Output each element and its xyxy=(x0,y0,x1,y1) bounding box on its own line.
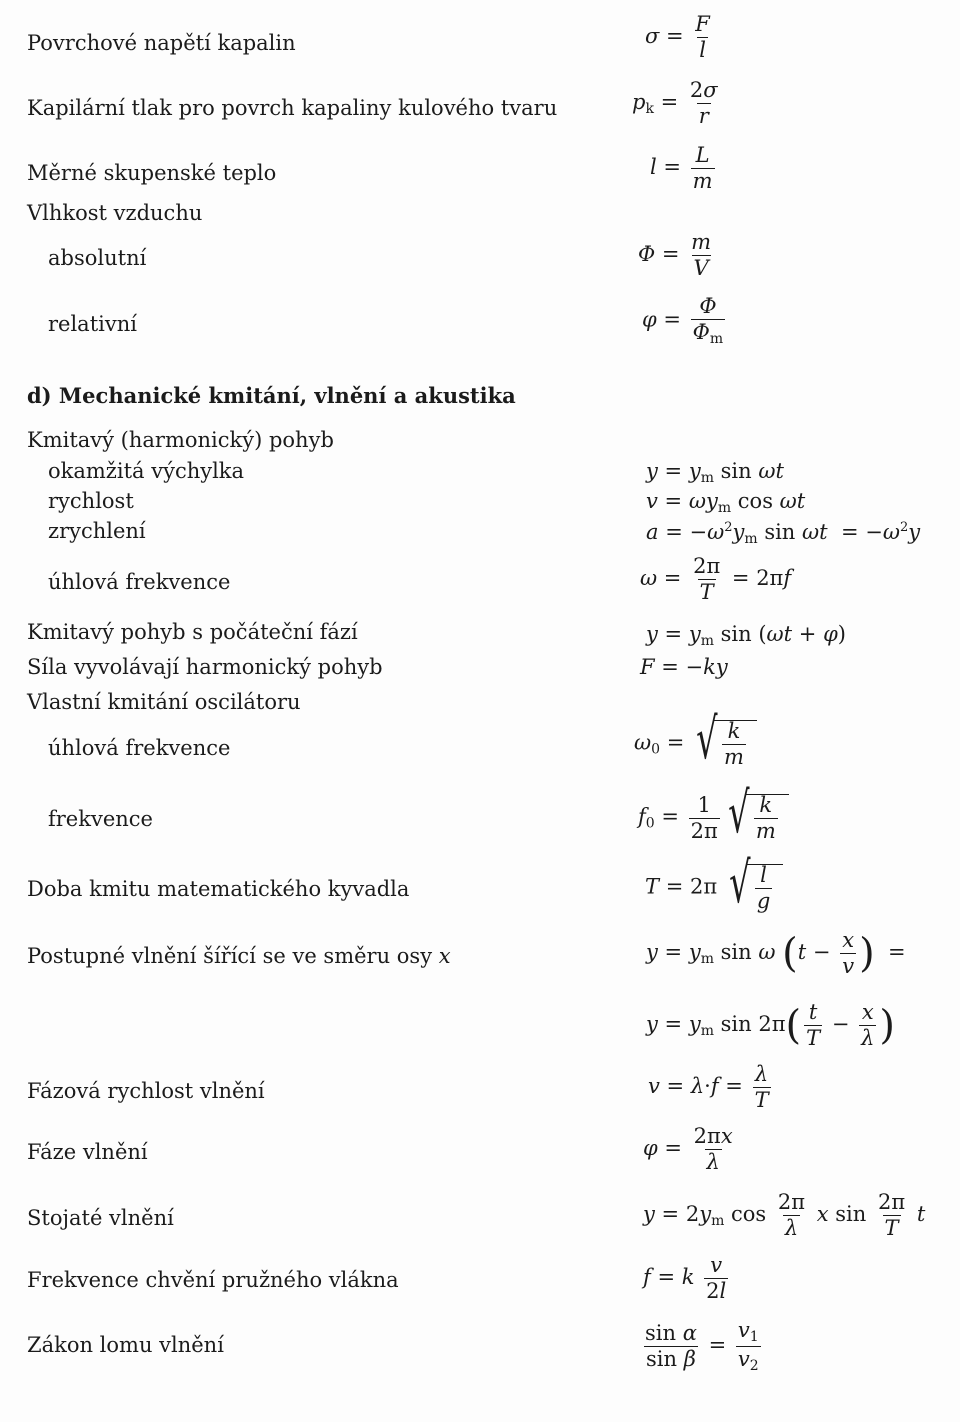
formula-oscillator-frequency: $f_0$ = $\frac{1}{2\pi}$ √ $\frac{k}{m}$ xyxy=(638,794,789,842)
formula-phase-velocity: v = λ·f = $\frac{\lambda}{T}$ xyxy=(648,1062,769,1112)
label-absolute: absolutní xyxy=(48,246,147,270)
label-air-humidity: Vlhkost vzduchu xyxy=(27,201,203,225)
label-standing-wave: Stojaté vlnění xyxy=(27,1206,174,1230)
formula-absolute-humidity: Φ = $\frac{m}{V}$ xyxy=(638,230,712,280)
formula-capillary-pressure: $p_k$ = $\frac{2\sigma}{r}$ xyxy=(632,78,718,128)
label-surface-tension: Povrchové napětí kapalin xyxy=(27,31,296,55)
label-specific-latent-heat: Měrné skupenské teplo xyxy=(27,161,277,185)
label-oscillator-frequency: frekvence xyxy=(48,807,153,831)
formula-progressive-wave-2: $y = y_m$ sin 2π( $\frac{t}{T}$ − $\frac{x}{\lambda}$ ) xyxy=(646,1000,896,1050)
label-phase-velocity: Fázová rychlost vlnění xyxy=(27,1079,265,1103)
formula-force: F = −ky xyxy=(640,655,728,679)
formula-wave-phase: φ = $\frac{2\pi x}{\lambda}$ xyxy=(643,1124,733,1174)
label-oscillator: Vlastní kmitání oscilátoru xyxy=(27,690,301,714)
label-angular-frequency: úhlová frekvence xyxy=(48,570,231,594)
formula-initial-phase: $y = y_m$ sin (ωt + φ) xyxy=(646,622,846,649)
label-string-frequency: Frekvence chvění pružného vlákna xyxy=(27,1268,399,1292)
label-refraction-law: Zákon lomu vlnění xyxy=(27,1333,224,1357)
formula-surface-tension: σ = $\frac{F}{l}$ xyxy=(645,12,710,62)
formula-oscillator-omega: $\omega_0$ = √ $\frac{k}{m}$ xyxy=(634,720,757,768)
label-displacement: okamžitá výchylka xyxy=(48,459,245,483)
label-oscillator-angular-frequency: úhlová frekvence xyxy=(48,736,231,760)
formula-velocity: $v = \omega y_m$ cos ωt xyxy=(646,489,806,516)
section-heading: d) Mechanické kmitání, vlnění a akustika xyxy=(27,383,516,408)
formula-relative-humidity: φ = $\frac{\Phi}{\Phi_m}$ xyxy=(642,294,724,347)
formula-refraction: $\frac{\text{sin α}}{\text{sin β}}$ = $\frac{v_1}{v_2}$ xyxy=(645,1318,759,1374)
label-pendulum-period: Doba kmitu matematického kyvadla xyxy=(27,877,410,901)
formula-pendulum: T = 2π √ $\frac{l}{g}$ xyxy=(645,864,783,912)
formula-displacement: $y = y_m$ sin ωt xyxy=(646,459,784,486)
formula-string-frequency: f = k $\frac{v}{2l}$ xyxy=(643,1253,727,1303)
formula-latent-heat: l = $\frac{L}{m}$ xyxy=(650,143,713,193)
label-capillary-pressure: Kapilární tlak pro povrch kapaliny kulového tvaru xyxy=(27,96,558,120)
label-velocity: rychlost xyxy=(48,489,134,513)
label-force: Síla vyvolávají harmonický pohyb xyxy=(27,655,383,679)
label-progressive-wave: Postupné vlnění šířící se ve směru osy x xyxy=(27,944,451,968)
label-acceleration: zrychlení xyxy=(48,519,146,543)
label-wave-phase: Fáze vlnění xyxy=(27,1140,148,1164)
formula-angular-frequency: ω = $\frac{2\pi}{T}$ = 2πf xyxy=(640,554,792,604)
label-initial-phase: Kmitavý pohyb s počáteční fází xyxy=(27,620,358,644)
formula-standing-wave: $y = 2y_m$ cos $\frac{2\pi}{\lambda}$ x sin $\frac{2\pi}{T}$ t xyxy=(643,1190,926,1240)
label-harmonic-motion: Kmitavý (harmonický) pohyb xyxy=(27,428,334,452)
formula-acceleration: $a = -\omega^2y_m$ $\sin \omega t = -\omega^2y$ xyxy=(646,520,921,547)
formula-progressive-wave-1: $y = y_m$ sin ω (t − $\frac{x}{v}$ ) = xyxy=(646,928,906,978)
label-relative: relativní xyxy=(48,312,137,336)
